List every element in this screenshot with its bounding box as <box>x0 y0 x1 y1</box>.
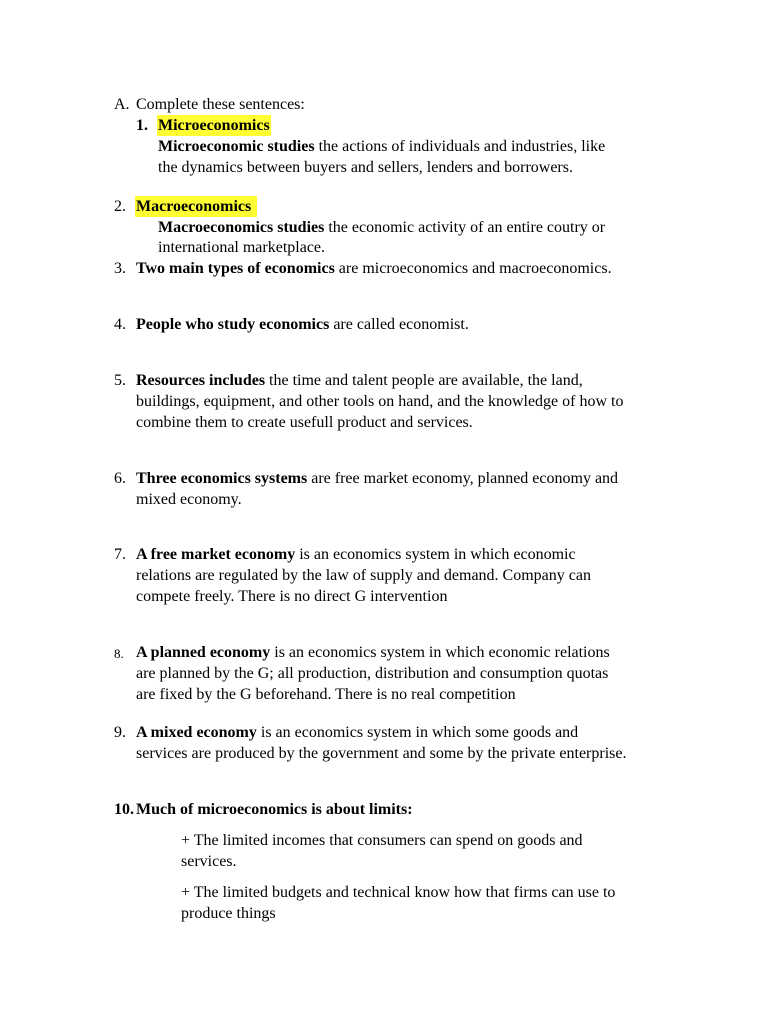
item-term: A free market economy <box>136 546 296 563</box>
item-term: Two main types of economics <box>136 260 335 277</box>
item-title: Much of microeconomics is about limits: <box>136 801 413 818</box>
item-definition <box>158 217 605 238</box>
item-text <box>136 370 583 391</box>
item-line: compete freely. There is no direct G intervention <box>136 588 448 605</box>
item-number: 6. <box>114 470 126 487</box>
item-body: the time and talent people are available, the land, <box>265 372 583 389</box>
item-line: combine them to create usefull product and services. <box>136 414 473 431</box>
definition-term: Macroeconomics studies <box>158 219 325 236</box>
item-body: are free market economy, planned economy and <box>307 470 619 487</box>
item-line: mixed economy. <box>136 491 242 508</box>
item-number: 5. <box>114 372 126 389</box>
item-number: 1. <box>136 117 148 134</box>
item-line: relations are regulated by the law of supply and demand. Company can <box>136 567 591 584</box>
item-number: 3. <box>114 260 126 277</box>
item-number: 10. <box>114 801 134 818</box>
item-term: People who study economics <box>136 316 330 333</box>
bullet-line: + The limited incomes that consumers can spend on goods and <box>181 832 583 849</box>
item-term: A planned economy <box>136 644 271 661</box>
section-marker: A. <box>114 96 130 113</box>
item-title-highlighted: Macroeconomics <box>135 196 257 217</box>
item-term: Resources includes <box>136 372 266 389</box>
item-text <box>136 642 610 663</box>
item-text <box>136 314 469 335</box>
definition-term: Microeconomic studies <box>158 138 315 155</box>
item-definition <box>158 136 605 157</box>
item-text <box>136 544 576 565</box>
item-term: A mixed economy <box>136 724 257 741</box>
item-term: Three economics systems <box>136 470 308 487</box>
item-line: are fixed by the G beforehand. There is no real competition <box>136 686 516 703</box>
section-heading: Complete these sentences: <box>136 96 305 113</box>
item-body: is an economics system in which economic relations <box>270 644 610 661</box>
item-body: are called economist. <box>329 316 469 333</box>
item-text <box>136 468 618 489</box>
definition-line: the dynamics between buyers and sellers, lenders and borrowers. <box>158 159 573 176</box>
item-number: 4. <box>114 316 126 333</box>
item-number: 8. <box>114 646 124 661</box>
item-number: 7. <box>114 546 126 563</box>
item-body: are microeconomics and macroeconomics. <box>334 260 612 277</box>
bullet-line: produce things <box>181 905 276 922</box>
item-number: 2. <box>114 198 126 215</box>
item-body: is an economics system in which some goods and <box>256 724 579 741</box>
item-line: are planned by the G; all production, distribution and consumption quotas <box>136 665 609 682</box>
bullet-line: + The limited budgets and technical know how that firms can use to <box>181 884 616 901</box>
item-text <box>136 258 612 279</box>
item-title-highlighted: Microeconomics <box>158 117 270 134</box>
item-line: services are produced by the government and some by the private enterprise. <box>136 745 627 762</box>
item-body: is an economics system in which economic <box>295 546 576 563</box>
bullet-line: services. <box>181 853 237 870</box>
definition-line: international marketplace. <box>158 239 326 256</box>
definition-text: the economic activity of an entire coutry or <box>324 219 606 236</box>
item-text <box>136 722 578 743</box>
definition-text: the actions of individuals and industries, like <box>314 138 606 155</box>
item-number: 9. <box>114 724 126 741</box>
item-line: buildings, equipment, and other tools on hand, and the knowledge of how to <box>136 393 624 410</box>
